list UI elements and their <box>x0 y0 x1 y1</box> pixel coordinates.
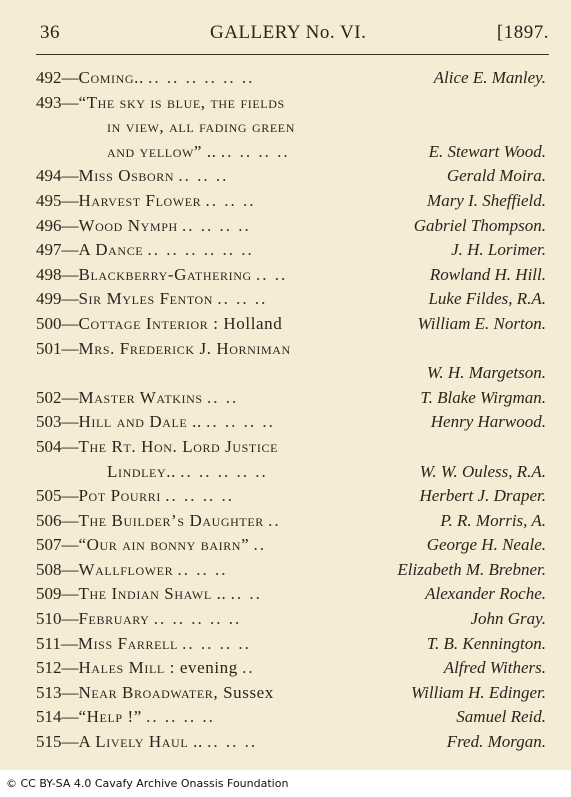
entry-title: and yellow” .. <box>107 141 217 161</box>
leader-dots: .. .. .. <box>205 190 256 210</box>
entry-number: 510 <box>36 609 62 629</box>
leader-dots: .. .. .. <box>217 289 268 309</box>
entry-dash: — <box>61 436 79 456</box>
leader-dots: .. <box>268 510 281 530</box>
leader-dots: .. .. .. .. .. <box>153 609 242 629</box>
entry-number: 511 <box>36 633 61 653</box>
entry-dash: — <box>61 264 79 284</box>
catalogue-entry-line <box>36 66 546 91</box>
entry-title: “Help !” <box>78 707 142 727</box>
catalogue-entry-line <box>36 386 546 411</box>
leader-dots: .. .. <box>206 387 239 407</box>
catalogue-entry-line <box>36 287 546 312</box>
entry-number: 507 <box>36 535 62 555</box>
year-label: [1897. <box>496 22 549 43</box>
entry-dash: — <box>61 584 79 604</box>
artist-name: E. Stewart Wood. <box>428 141 546 161</box>
catalogue-entry-line <box>36 509 546 534</box>
entry-title: Wood Nymph <box>78 215 178 235</box>
entry-title: Mrs. Frederick J. Horniman <box>78 338 291 358</box>
entry-title: Hales Mill : <box>78 658 175 678</box>
entry-number: 499 <box>36 289 62 309</box>
catalogue-entry-line <box>36 214 546 239</box>
entry-title: Cottage Interior : <box>78 313 219 333</box>
catalogue-entry-line <box>36 312 546 337</box>
page-number: 36 <box>40 22 60 43</box>
entry-title: Master Watkins <box>78 387 203 407</box>
artist-name: Fred. Morgan. <box>446 732 546 752</box>
entry-dash: — <box>61 313 79 333</box>
entry-dash: — <box>61 412 79 432</box>
leader-dots: .. .. .. .. <box>146 707 215 727</box>
catalogue-entry-line <box>36 410 546 435</box>
artist-name: T. B. Kennington. <box>426 633 546 653</box>
catalogue-entry-line <box>36 337 546 362</box>
leader-dots: .. .. .. .. .. .. <box>148 68 255 87</box>
entry-dash: — <box>61 338 79 358</box>
entry-title: Lindley.. <box>107 461 176 481</box>
entry-title: “Our ain bonny bairn” <box>78 535 250 555</box>
entry-title: The Builder’s Daughter <box>78 510 264 530</box>
leader-dots: .. .. .. .. <box>182 633 251 653</box>
entry-number: 512 <box>36 658 62 678</box>
artist-name: Luke Fildes, R.A. <box>428 289 546 309</box>
entry-dash: — <box>61 215 79 235</box>
leader-dots: .. .. .. .. <box>182 215 251 235</box>
catalogue-entry-line <box>36 533 546 558</box>
entry-title: Miss Osborn <box>78 166 175 186</box>
entry-number: 505 <box>36 486 62 506</box>
artist-name: Rowland H. Hill. <box>429 264 546 284</box>
entry-dash: — <box>61 658 79 678</box>
entry-number: 498 <box>36 264 62 284</box>
entry-dash: — <box>61 92 79 112</box>
entry-number: 497 <box>36 240 62 260</box>
catalogue-entry-line <box>36 705 546 730</box>
artist-name: W. H. Margetson. <box>426 363 546 383</box>
leader-dots: .. .. .. .. <box>220 141 290 161</box>
entry-number: 514 <box>36 707 62 727</box>
leader-dots: .. .. .. <box>207 732 258 752</box>
entry-title: Harvest Flower <box>78 190 202 210</box>
leader-dots: .. <box>253 535 266 555</box>
page-header <box>40 22 549 48</box>
artist-name: Alexander Roche. <box>425 584 546 604</box>
entry-dash: — <box>61 166 79 186</box>
entry-number: 500 <box>36 313 62 333</box>
artist-name: W. W. Ouless, R.A. <box>419 461 546 481</box>
catalogue-entry-line <box>36 115 546 140</box>
entry-title-plain: Holland <box>218 313 283 333</box>
entry-dash: — <box>61 609 79 629</box>
artist-name: Gabriel Thompson. <box>413 215 546 235</box>
entry-number: 504 <box>36 436 62 456</box>
entry-title: The Rt. Hon. Lord Justice <box>78 436 278 456</box>
entry-dash: — <box>61 68 79 87</box>
artist-name: Alfred Withers. <box>443 658 546 678</box>
catalogue-entry-line <box>36 681 546 706</box>
catalogue-entry-line <box>36 656 546 681</box>
artist-name: Gerald Moira. <box>446 166 546 186</box>
artist-name: Samuel Reid. <box>456 707 546 727</box>
entry-number: 506 <box>36 510 62 530</box>
entry-title: Sir Myles Fenton <box>78 289 214 309</box>
entry-title: Wallflower <box>78 559 174 579</box>
catalogue-entry-line <box>36 460 546 485</box>
copyright-credit: © CC BY-SA 4.0 Cavafy Archive Onassis Foundation <box>6 777 289 790</box>
artist-name: P. R. Morris, A. <box>440 510 546 530</box>
catalogue-entry-line <box>36 582 546 607</box>
entry-dash: — <box>61 240 79 260</box>
entry-dash: — <box>61 289 79 309</box>
entry-number: 494 <box>36 166 62 186</box>
entry-title: “The sky is blue, the fields <box>78 92 285 112</box>
catalogue-entry-line <box>36 435 546 460</box>
catalogue-entry-line <box>36 484 546 509</box>
leader-dots: .. .. .. <box>178 166 229 186</box>
artist-name: William E. Norton. <box>417 313 546 333</box>
entry-title: Near Broadwater, <box>78 682 219 702</box>
entry-title: The Indian Shawl .. <box>78 584 227 604</box>
catalogue-entry-line <box>36 263 546 288</box>
entry-title: in view, all fading green <box>107 117 295 137</box>
entry-number: 496 <box>36 215 62 235</box>
entry-title: Blackberry-Gathering <box>78 264 252 284</box>
entry-title-plain: evening <box>174 658 238 678</box>
entry-dash: — <box>60 633 78 653</box>
entry-number: 495 <box>36 190 62 210</box>
catalogue-entry-line <box>36 730 546 755</box>
entry-dash: — <box>61 486 79 506</box>
entry-number: 503 <box>36 412 62 432</box>
leader-dots: .. .. .. .. .. <box>180 461 268 481</box>
entry-title: February <box>78 609 150 629</box>
artist-name: Herbert J. Draper. <box>419 486 546 506</box>
artist-name: T. Blake Wirgman. <box>420 387 546 407</box>
entries-list <box>36 66 546 755</box>
catalogue-entry-line <box>36 607 546 632</box>
artist-name: Henry Harwood. <box>430 412 546 432</box>
artist-name: John Gray. <box>470 609 546 629</box>
entry-number: 501 <box>36 338 62 358</box>
entry-dash: — <box>61 559 79 579</box>
entry-title: Miss Farrell <box>77 633 178 653</box>
entry-title-plain: Sussex <box>218 682 274 702</box>
leader-dots: .. .. .. .. <box>206 412 275 432</box>
artist-name: William H. Edinger. <box>410 682 546 702</box>
entry-dash: — <box>61 510 79 530</box>
entry-title: Pot Pourri <box>78 486 161 506</box>
catalogue-entry-line <box>36 632 546 657</box>
entry-title: A Lively Haul .. <box>78 732 203 752</box>
artist-name: Alice E. Manley. <box>433 68 546 87</box>
leader-dots: .. .. .. .. .. .. <box>147 240 254 260</box>
entry-dash: — <box>61 190 79 210</box>
catalogue-entry-line <box>36 91 546 116</box>
gallery-title: GALLERY No. VI. <box>210 22 367 43</box>
entry-number: 515 <box>36 732 62 752</box>
catalogue-entry-line <box>36 164 546 189</box>
catalogue-entry-line <box>36 558 546 583</box>
catalogue-entry-line <box>36 189 546 214</box>
entry-number: 513 <box>36 682 62 702</box>
entry-number: 493 <box>36 92 62 112</box>
entry-dash: — <box>61 682 79 702</box>
catalogue-entry-line <box>36 238 546 263</box>
leader-dots: .. .. <box>230 584 262 604</box>
entry-dash: — <box>61 535 79 555</box>
entry-dash: — <box>61 732 79 752</box>
entry-number: 492 <box>36 68 62 87</box>
entry-title: A Dance <box>78 240 144 260</box>
catalogue-entry-line <box>36 361 546 386</box>
leader-dots: .. .. <box>256 264 288 284</box>
entry-number: 502 <box>36 387 62 407</box>
catalogue-entry-line <box>36 140 546 165</box>
entry-number: 508 <box>36 559 62 579</box>
entry-dash: — <box>61 707 79 727</box>
leader-dots: .. .. .. .. <box>165 486 234 506</box>
entry-title: Coming.. <box>78 68 144 87</box>
artist-name: George H. Neale. <box>426 535 546 555</box>
artist-name: J. H. Lorimer. <box>451 240 546 260</box>
leader-dots: .. <box>242 658 255 678</box>
entry-number: 509 <box>36 584 62 604</box>
entry-title: Hill and Dale .. <box>78 412 202 432</box>
artist-name: Mary I. Sheffield. <box>427 190 546 210</box>
artist-name: Elizabeth M. Brebner. <box>397 559 546 579</box>
leader-dots: .. .. .. <box>177 559 228 579</box>
header-rule <box>36 54 549 55</box>
entry-dash: — <box>61 387 79 407</box>
